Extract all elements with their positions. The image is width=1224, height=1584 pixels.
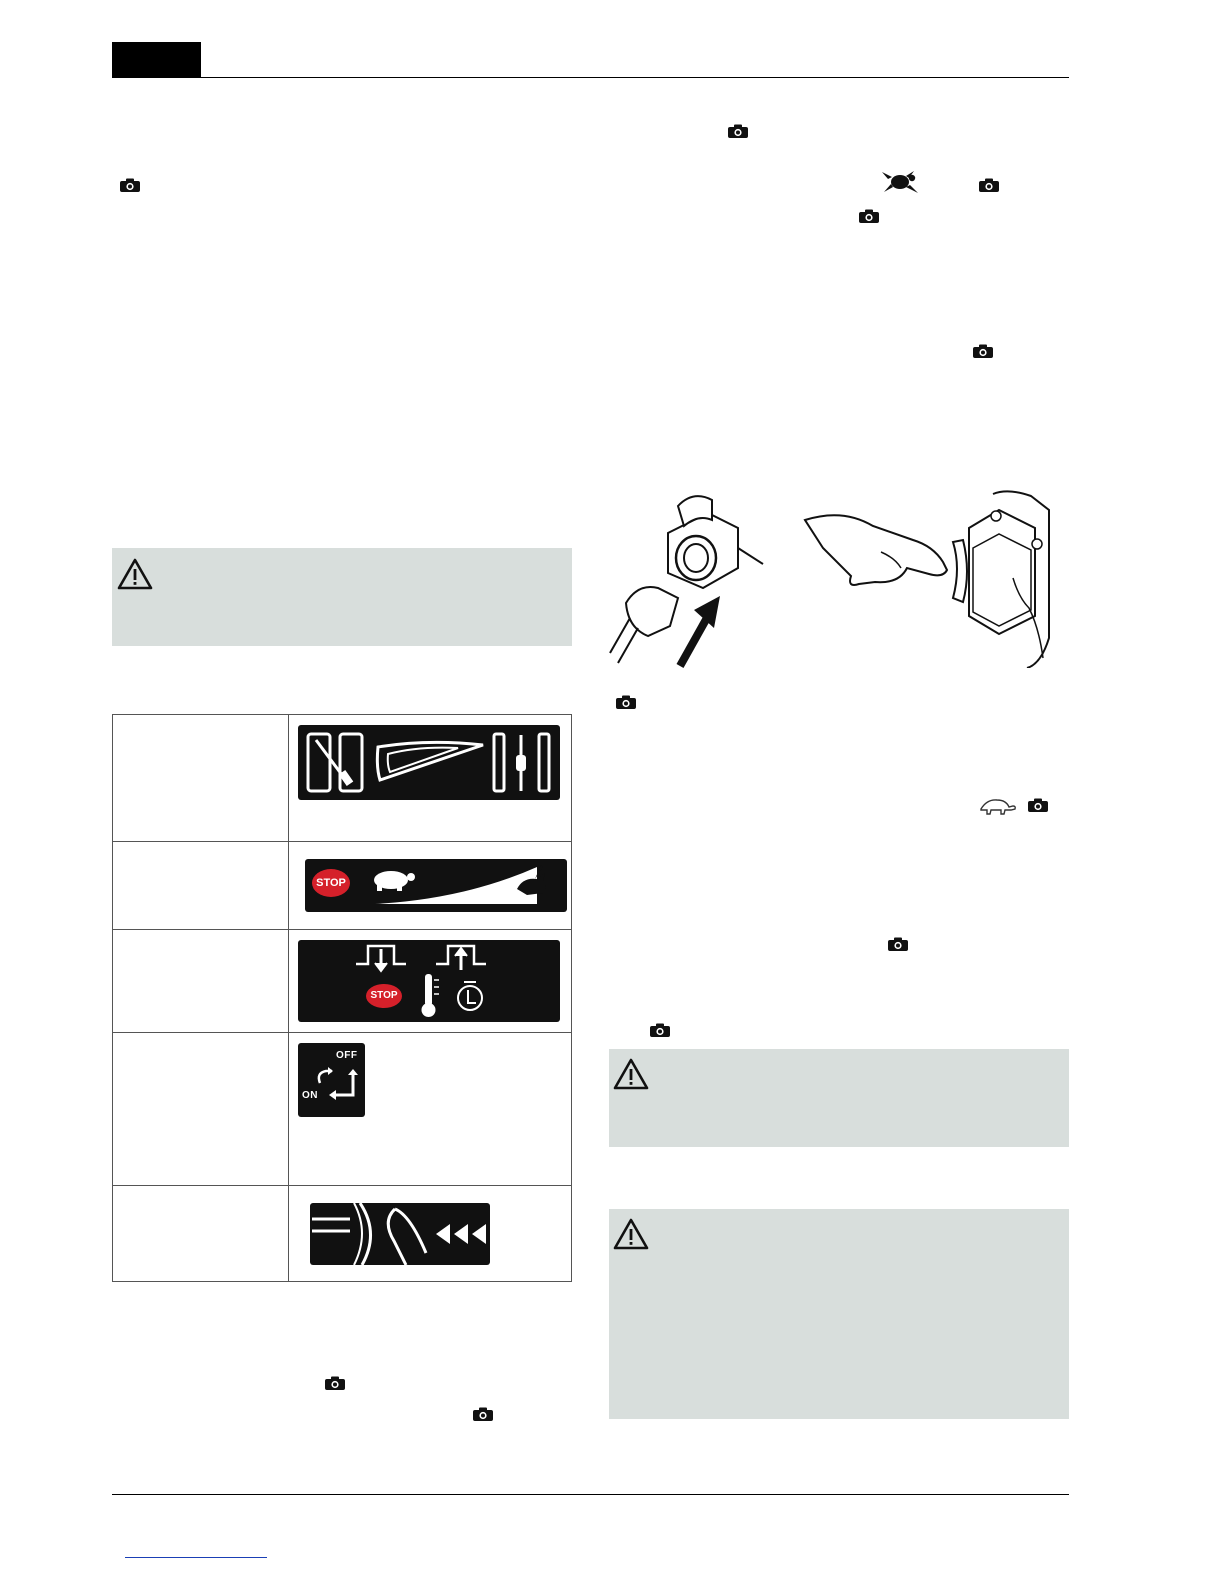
symbol-table [112, 714, 572, 1282]
warning-box [112, 548, 572, 646]
on-label: ON [302, 1090, 318, 1101]
table-row [113, 929, 571, 1032]
camera-icon [858, 209, 880, 224]
off-label: OFF [336, 1050, 358, 1061]
finger-press-illustration [803, 488, 1053, 668]
camera-icon [1027, 798, 1049, 813]
stop-badge: STOP [366, 984, 402, 1008]
choke-start-decal [298, 940, 560, 1022]
camera-icon [649, 1023, 671, 1038]
speed-control-decal [305, 859, 567, 912]
camera-icon [887, 937, 909, 952]
warning-triangle-icon [116, 557, 154, 591]
warning-triangle-icon [612, 1217, 650, 1251]
on-off-decal [298, 1043, 365, 1117]
stop-badge: STOP [312, 869, 350, 897]
warning-box [609, 1209, 1069, 1419]
table-row [113, 715, 571, 841]
warning-box [609, 1049, 1069, 1147]
table-row [113, 841, 571, 929]
table-row [113, 1032, 571, 1185]
throttle-lever-decal [298, 725, 560, 800]
camera-icon [978, 178, 1000, 193]
header-rule [112, 77, 1069, 78]
camera-icon [472, 1407, 494, 1422]
drive-reverse-decal [310, 1203, 490, 1265]
footer-rule [112, 1494, 1069, 1495]
turtle-icon [880, 170, 922, 196]
footer-link-underline[interactable] [125, 1557, 267, 1558]
table-row [113, 1185, 571, 1281]
camera-icon [615, 695, 637, 710]
warning-triangle-icon [612, 1057, 650, 1091]
turtle-outline-icon [975, 795, 1017, 817]
camera-icon [727, 124, 749, 139]
camera-icon [324, 1376, 346, 1391]
camera-icon [972, 344, 994, 359]
plug-socket-illustration [608, 488, 768, 668]
camera-icon [119, 178, 141, 193]
header-section-tab [112, 42, 201, 78]
